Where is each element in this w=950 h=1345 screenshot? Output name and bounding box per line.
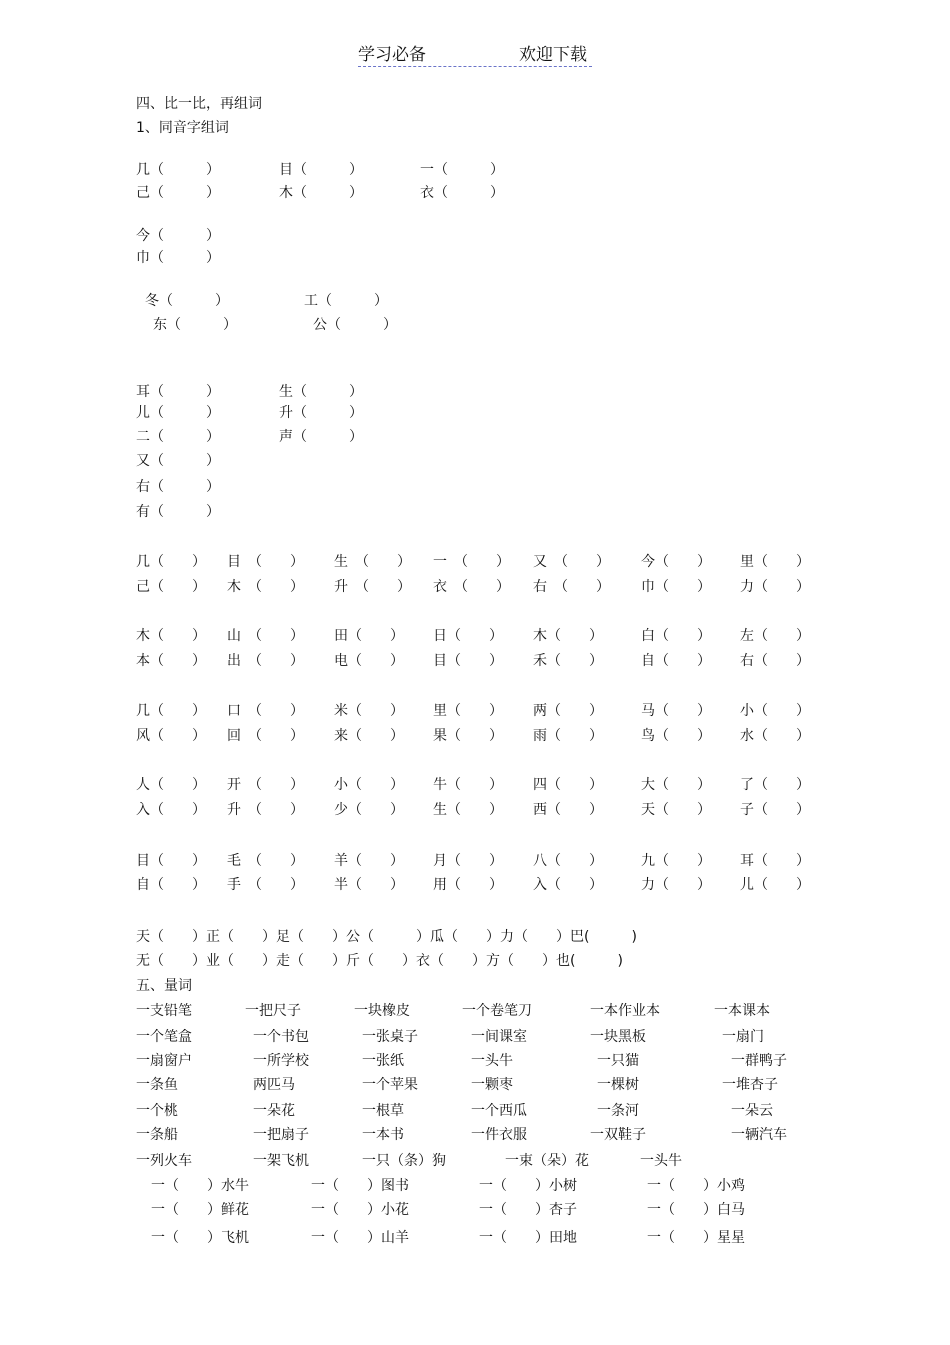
compare-item: 西（ ） (533, 802, 603, 818)
measure-word-phrase: 一个苹果 (362, 1077, 418, 1093)
compare-item: 己（ ） (136, 579, 206, 595)
compare-item: 月（ ） (433, 853, 503, 869)
compare-item: 两（ ） (533, 703, 603, 719)
measure-word-phrase: 一束（朵）花 (505, 1153, 589, 1169)
section4-title: 四、比一比，再组词 (136, 96, 262, 112)
header-right: 欢迎下载 (519, 45, 587, 65)
measure-word-blank: 一（ ）田地 (479, 1230, 577, 1246)
measure-word-phrase: 一块黑板 (590, 1029, 646, 1045)
compare-item: 目 （ ） (227, 554, 304, 570)
compare-item: 力（ ） (740, 579, 810, 595)
section5-title: 五、量词 (136, 978, 192, 994)
compare-item: 升 （ ） (334, 579, 411, 595)
compare-item: 出 （ ） (227, 653, 304, 669)
measure-word-phrase: 一本作业本 (590, 1003, 660, 1019)
compare-item: 生（ ） (433, 802, 503, 818)
compare-item: 风（ ） (136, 728, 206, 744)
homophone-item: 巾（ ） (136, 250, 220, 266)
homophone-item: 几（ ） (136, 162, 220, 178)
measure-word-phrase: 一把尺子 (245, 1003, 301, 1019)
measure-word-phrase: 一把扇子 (253, 1127, 309, 1143)
compare-item: 田（ ） (334, 628, 404, 644)
homophone-item: 生（ ） (279, 384, 363, 400)
compare-item: 入（ ） (533, 877, 603, 893)
compare-item: 自（ ） (136, 877, 206, 893)
compare-item: 左（ ） (740, 628, 810, 644)
compare-item: 小（ ） (334, 777, 404, 793)
measure-word-phrase: 一只猫 (597, 1053, 639, 1069)
compare-item: 果（ ） (433, 728, 503, 744)
measure-word-phrase: 一头牛 (640, 1153, 682, 1169)
measure-word-phrase: 一本书 (362, 1127, 404, 1143)
measure-word-phrase: 一本课本 (714, 1003, 770, 1019)
compare-item: 木 （ ） (227, 579, 304, 595)
homophone-item: 工（ ） (304, 293, 388, 309)
compare-item: 鸟（ ） (641, 728, 711, 744)
measure-word-blank: 一（ ）星星 (647, 1230, 745, 1246)
compare-item: 自（ ） (641, 653, 711, 669)
measure-word-phrase: 一间课室 (471, 1029, 527, 1045)
compare-item: 来（ ） (334, 728, 404, 744)
homophone-item: 有（ ） (136, 504, 220, 520)
measure-word-blank: 一（ ）水牛 (151, 1178, 249, 1194)
measure-word-phrase: 一列火车 (136, 1153, 192, 1169)
compare-item: 水（ ） (740, 728, 810, 744)
compare-item: 里（ ） (740, 554, 810, 570)
compare-line: 无（ ）业（ ）走（ ）斤（ ）衣（ ）方（ ）也( ) (136, 953, 623, 969)
compare-item: 儿（ ） (740, 877, 810, 893)
compare-item: 禾（ ） (533, 653, 603, 669)
measure-word-phrase: 一个桃 (136, 1103, 178, 1119)
homophone-item: 耳（ ） (136, 384, 220, 400)
homophone-item: 衣（ ） (420, 185, 504, 201)
compare-item: 几（ ） (136, 703, 206, 719)
measure-word-phrase: 一棵树 (597, 1077, 639, 1093)
compare-item: 口 （ ） (227, 703, 304, 719)
compare-item: 牛（ ） (433, 777, 503, 793)
compare-item: 大（ ） (641, 777, 711, 793)
measure-word-blank: 一（ ）飞机 (151, 1230, 249, 1246)
homophone-item: 升（ ） (279, 405, 363, 421)
measure-word-phrase: 一扇窗户 (136, 1053, 192, 1069)
compare-item: 天（ ） (641, 802, 711, 818)
measure-word-phrase: 一条船 (136, 1127, 178, 1143)
compare-item: 用（ ） (433, 877, 503, 893)
measure-word-phrase: 一条鱼 (136, 1077, 178, 1093)
compare-item: 目（ ） (433, 653, 503, 669)
header-left: 学习必备 (358, 45, 426, 65)
page-header (358, 40, 592, 67)
measure-word-phrase: 一张纸 (362, 1053, 404, 1069)
measure-word-phrase: 一个笔盒 (136, 1029, 192, 1045)
homophone-item: 又（ ） (136, 453, 220, 469)
measure-word-phrase: 一辆汽车 (731, 1127, 787, 1143)
measure-word-phrase: 一件衣服 (471, 1127, 527, 1143)
measure-word-phrase: 一头牛 (471, 1053, 513, 1069)
homophone-item: 东（ ） (153, 317, 237, 333)
measure-word-phrase: 一条河 (597, 1103, 639, 1119)
compare-item: 米（ ） (334, 703, 404, 719)
measure-word-phrase: 两匹马 (253, 1077, 295, 1093)
homophone-item: 目（ ） (279, 162, 363, 178)
homophone-item: 公（ ） (313, 317, 397, 333)
compare-item: 里（ ） (433, 703, 503, 719)
homophone-item: 冬（ ） (145, 293, 229, 309)
homophone-item: 木（ ） (279, 185, 363, 201)
compare-item: 衣 （ ） (433, 579, 510, 595)
compare-item: 本（ ） (136, 653, 206, 669)
measure-word-blank: 一（ ）图书 (311, 1178, 409, 1194)
measure-word-blank: 一（ ）小鸡 (647, 1178, 745, 1194)
measure-word-phrase: 一张桌子 (362, 1029, 418, 1045)
compare-item: 力（ ） (641, 877, 711, 893)
compare-item: 山 （ ） (227, 628, 304, 644)
measure-word-phrase: 一个卷笔刀 (462, 1003, 532, 1019)
compare-item: 子（ ） (740, 802, 810, 818)
measure-word-phrase: 一朵云 (731, 1103, 773, 1119)
compare-item: 右（ ） (740, 653, 810, 669)
compare-item: 九（ ） (641, 853, 711, 869)
compare-item: 一 （ ） (433, 554, 510, 570)
measure-word-phrase: 一个西瓜 (471, 1103, 527, 1119)
measure-word-blank: 一（ ）小花 (311, 1202, 409, 1218)
compare-item: 手 （ ） (227, 877, 304, 893)
measure-word-blank: 一（ ）杏子 (479, 1202, 577, 1218)
homophone-item: 声（ ） (279, 429, 363, 445)
measure-word-blank: 一（ ）鲜花 (151, 1202, 249, 1218)
homophone-item: 儿（ ） (136, 405, 220, 421)
measure-word-phrase: 一个书包 (253, 1029, 309, 1045)
compare-item: 人（ ） (136, 777, 206, 793)
compare-item: 八（ ） (533, 853, 603, 869)
homophone-item: 一（ ） (420, 162, 504, 178)
measure-word-phrase: 一堆杏子 (722, 1077, 778, 1093)
compare-item: 开 （ ） (227, 777, 304, 793)
compare-item: 入（ ） (136, 802, 206, 818)
measure-word-blank: 一（ ）白马 (647, 1202, 745, 1218)
measure-word-phrase: 一扇门 (722, 1029, 764, 1045)
compare-item: 木（ ） (136, 628, 206, 644)
compare-item: 回 （ ） (227, 728, 304, 744)
compare-item: 升 （ ） (227, 802, 304, 818)
compare-item: 毛 （ ） (227, 853, 304, 869)
measure-word-phrase: 一根草 (362, 1103, 404, 1119)
compare-item: 少（ ） (334, 802, 404, 818)
compare-item: 今（ ） (641, 554, 711, 570)
subsection-1-title: 1、同音字组词 (136, 120, 229, 136)
compare-item: 马（ ） (641, 703, 711, 719)
measure-word-phrase: 一只（条）狗 (362, 1153, 446, 1169)
compare-line: 天（ ）正（ ）足（ ）公（ ）瓜（ ）力（ ）巴( ) (136, 929, 637, 945)
measure-word-phrase: 一颗枣 (471, 1077, 513, 1093)
measure-word-phrase: 一群鸭子 (731, 1053, 787, 1069)
compare-item: 日（ ） (433, 628, 503, 644)
compare-item: 目（ ） (136, 853, 206, 869)
measure-word-phrase: 一双鞋子 (590, 1127, 646, 1143)
compare-item: 白（ ） (641, 628, 711, 644)
homophone-item: 二（ ） (136, 429, 220, 445)
measure-word-phrase: 一架飞机 (253, 1153, 309, 1169)
homophone-item: 右（ ） (136, 479, 220, 495)
compare-item: 几（ ） (136, 554, 206, 570)
compare-item: 右 （ ） (533, 579, 610, 595)
compare-item: 小（ ） (740, 703, 810, 719)
compare-item: 羊（ ） (334, 853, 404, 869)
measure-word-blank: 一（ ）山羊 (311, 1230, 409, 1246)
compare-item: 木（ ） (533, 628, 603, 644)
compare-item: 生 （ ） (334, 554, 411, 570)
compare-item: 了（ ） (740, 777, 810, 793)
homophone-item: 己（ ） (136, 185, 220, 201)
measure-word-phrase: 一朵花 (253, 1103, 295, 1119)
compare-item: 电（ ） (334, 653, 404, 669)
measure-word-phrase: 一支铅笔 (136, 1003, 192, 1019)
compare-item: 雨（ ） (533, 728, 603, 744)
compare-item: 四（ ） (533, 777, 603, 793)
compare-item: 又 （ ） (533, 554, 610, 570)
measure-word-phrase: 一块橡皮 (354, 1003, 410, 1019)
measure-word-blank: 一（ ）小树 (479, 1178, 577, 1194)
compare-item: 半（ ） (334, 877, 404, 893)
homophone-item: 今（ ） (136, 228, 220, 244)
compare-item: 耳（ ） (740, 853, 810, 869)
compare-item: 巾（ ） (641, 579, 711, 595)
measure-word-phrase: 一所学校 (253, 1053, 309, 1069)
